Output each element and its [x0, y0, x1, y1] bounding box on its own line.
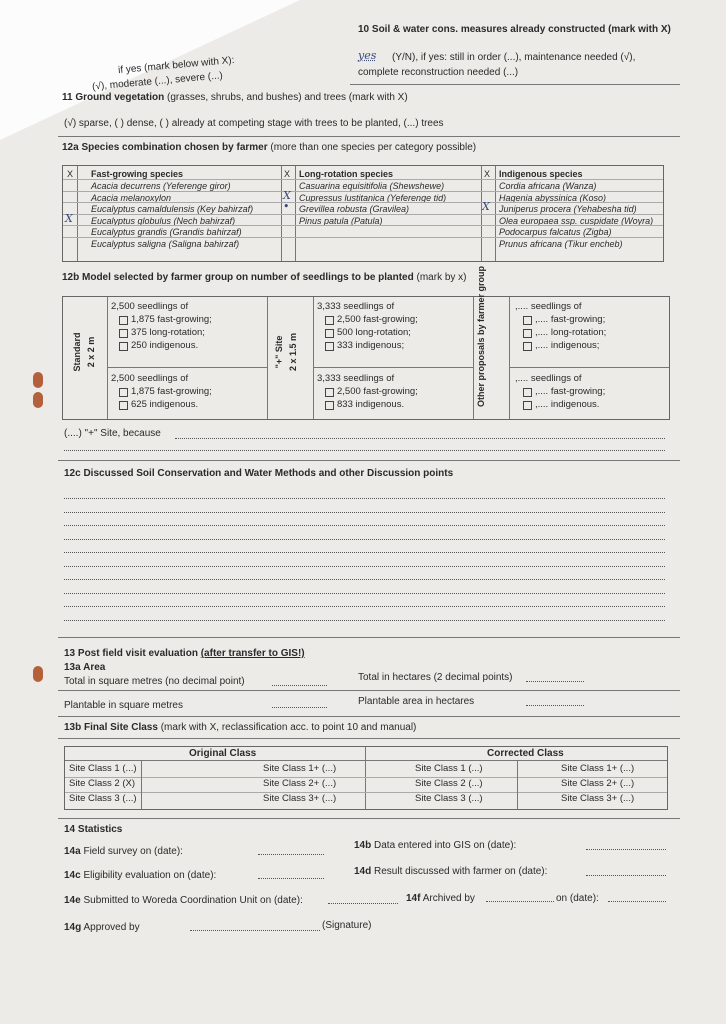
s10-left-partial-2: (√), moderate (...), severe (...) — [91, 70, 224, 93]
fast-mark-header: X — [67, 169, 74, 179]
because-line[interactable] — [175, 438, 665, 439]
seedling-line: ,.... fast-growing; — [535, 314, 606, 325]
archived-label: 14f Archived by — [406, 893, 475, 904]
seedling-line: 333 indigenous; — [337, 340, 405, 351]
s14-title: 14 Statistics — [64, 824, 123, 835]
submitted-date[interactable] — [328, 903, 398, 904]
indig-species-name: Cordia africana (Wanza) — [499, 181, 597, 191]
seedling-line: 833 indigenous. — [337, 399, 405, 410]
punch-hole — [33, 666, 43, 682]
s12b-heading: 12b Model selected by farmer group on number of seedlings to be planted (mark by x) — [62, 272, 467, 283]
result-discussed-date[interactable] — [586, 875, 666, 876]
fast-species-name: Acacia decurrens (Yeferenge giror) — [91, 181, 231, 191]
fast-species-name: Eucalyptus globulus (Nech bahirzaf) — [91, 215, 236, 226]
seedling-line: ,.... seedlings of — [515, 301, 582, 312]
s10-question: (Y/N), if yes: still in order (...), maintenance needed (√), — [392, 52, 636, 63]
because-line[interactable] — [64, 450, 665, 451]
rule — [350, 84, 680, 85]
s12a-heading: 12a Species combination chosen by farmer (more than one species per category possible) — [62, 142, 477, 153]
fast-header: Fast-growing species — [91, 169, 184, 179]
seedling-line: 500 long-rotation; — [337, 327, 411, 338]
indig-species-name: Hagenia abyssinica (Koso) — [499, 192, 607, 203]
seedling-line: ,.... indigenous; — [535, 340, 600, 351]
discussion-line[interactable] — [64, 606, 665, 607]
rule — [58, 738, 680, 739]
gis-entry-label: 14b Data entered into GIS on (date): — [354, 840, 517, 851]
s11-options: (√) sparse, ( ) dense, ( ) already at competing stage with trees to be planted, (...) trees — [64, 118, 444, 129]
species-table — [62, 165, 664, 262]
fast-species-name: Eucalyptus camaldulensis (Key bahirzaf) — [91, 204, 254, 214]
s10-reconstruction: complete reconstruction needed (...) — [358, 67, 519, 78]
site-class-option[interactable]: Site Class 2+ (...) — [561, 778, 635, 789]
indig-species-name: Prunus africana (Tikur encheb) — [499, 238, 623, 249]
archived-on-label: on (date): — [556, 893, 599, 904]
rule — [58, 716, 680, 717]
standard-spacing: 2 x 2 m — [86, 336, 96, 368]
plantable-ha-field[interactable] — [526, 705, 584, 706]
plus-site-label: "+" Site — [274, 335, 284, 369]
standard-label: Standard — [72, 332, 82, 372]
fast-species-name: Acacia melanoxylon — [91, 192, 172, 203]
discussion-line[interactable] — [64, 620, 665, 621]
approved-label: 14g Approved by — [64, 922, 140, 933]
s13a-title: 13a Area — [64, 662, 106, 673]
seedling-line: ,.... fast-growing; — [535, 386, 606, 397]
seedling-line: 1,875 fast-growing; — [131, 314, 212, 325]
submitted-label: 14e Submitted to Woreda Coordination Unit on (date): — [64, 895, 303, 906]
seedling-checkbox[interactable] — [325, 329, 334, 338]
punch-hole — [33, 392, 43, 408]
seedling-line: ,.... long-rotation; — [535, 327, 607, 338]
fast-species-name: Eucalyptus saligna (Saligna bahirzaf) — [91, 238, 240, 249]
long-mark-header: X — [284, 169, 291, 179]
approved-signature-field[interactable] — [190, 930, 320, 931]
s13-heading: 13 Post field visit evaluation (after transfer to GIS!) — [64, 648, 305, 659]
total-ha-label: Total in hectares (2 decimal points) — [358, 672, 513, 683]
rule — [58, 818, 680, 819]
seedling-checkbox[interactable] — [523, 401, 532, 410]
seedling-checkbox[interactable] — [523, 316, 532, 325]
long-species-name: Grevillea robusta (Gravilea) — [299, 204, 410, 214]
s12c-title: 12c Discussed Soil Conservation and Water Methods and other Discussion points — [64, 468, 454, 479]
seedling-checkbox[interactable] — [523, 329, 532, 338]
rule — [58, 136, 680, 137]
site-class-option[interactable]: Site Class 3 (...) — [69, 793, 137, 804]
archived-date[interactable] — [608, 901, 666, 902]
site-class-table — [64, 746, 668, 810]
site-class-option[interactable]: Site Class 1+ (...) — [561, 763, 635, 774]
seedling-line: 2,500 seedlings of — [111, 373, 189, 384]
seedling-checkbox[interactable] — [325, 388, 334, 397]
discussion-line[interactable] — [64, 539, 665, 540]
discussion-line[interactable] — [64, 579, 665, 580]
archived-by-field[interactable] — [486, 901, 554, 902]
indig-species-mark[interactable]: X — [482, 200, 490, 213]
site-class-option[interactable]: Site Class 2 (...) — [415, 778, 483, 789]
indig-header: Indigenous species — [499, 169, 583, 179]
indig-mark-header: X — [484, 169, 491, 179]
long-species-mark[interactable]: X — [283, 188, 291, 202]
total-sqm-field[interactable] — [272, 685, 327, 686]
seedling-checkbox[interactable] — [325, 316, 334, 325]
site-class-option[interactable]: Site Class 3+ (...) — [561, 793, 635, 804]
discussion-line[interactable] — [64, 566, 665, 567]
rule — [58, 690, 680, 691]
site-class-option[interactable]: Site Class 2 (X) — [69, 778, 135, 789]
indig-species-name: Juniperus procera (Yehabesha tid) — [499, 204, 637, 214]
long-species-name: Cupressus lustitanica (Yeferenge tid) — [299, 192, 447, 203]
seedling-line: 625 indigenous. — [131, 399, 199, 410]
long-species-mark[interactable]: • — [283, 200, 290, 213]
corrected-class-header: Corrected Class — [487, 748, 564, 759]
field-survey-label: 14a Field survey on (date): — [64, 846, 183, 857]
long-species-name: Casuarina equisitifolia (Shewshewe) — [299, 181, 445, 191]
discussion-line[interactable] — [64, 498, 665, 499]
long-header: Long-rotation species — [299, 169, 394, 179]
seedling-line: ,.... indigenous. — [535, 399, 600, 410]
seedling-line: 3,333 seedlings of — [317, 301, 395, 312]
rule — [58, 637, 680, 638]
s10-handwritten-yes: yes — [358, 49, 377, 62]
site-class-option[interactable]: Site Class 1 (...) — [69, 763, 137, 774]
seedling-line: 2,500 fast-growing; — [337, 386, 418, 397]
signature-label: (Signature) — [322, 920, 372, 931]
site-class-option[interactable]: Site Class 2+ (...) — [263, 778, 337, 789]
plus-site-spacing: 2 x 1.5 m — [288, 332, 298, 372]
original-class-header: Original Class — [189, 748, 257, 759]
other-proposals-label: Other proposals by farmer group — [476, 265, 486, 407]
indig-species-name: Podocarpus falcatus (Zigba) — [499, 227, 612, 237]
seedling-line: 250 indigenous. — [131, 340, 199, 351]
col-divider — [141, 761, 142, 809]
discussion-line[interactable] — [64, 593, 665, 594]
plantable-sqm-field[interactable] — [272, 707, 327, 708]
site-class-option[interactable]: Site Class 1 (...) — [415, 763, 483, 774]
punch-hole — [33, 372, 43, 388]
seedling-line: 2,500 fast-growing; — [337, 314, 418, 325]
discussion-line[interactable] — [64, 525, 665, 526]
s10-left-partial-1: if yes (mark below with X): — [117, 54, 235, 77]
col-divider — [517, 761, 518, 809]
s13b-heading: 13b Final Site Class (mark with X, reclassification acc. to point 10 and manual) — [64, 722, 417, 733]
plus-site-because: (....) "+" Site, because — [64, 428, 161, 439]
eligibility-date[interactable] — [258, 878, 324, 879]
total-sqm-label: Total in square metres (no decimal point) — [64, 676, 245, 687]
eligibility-label: 14c Eligibility evaluation on (date): — [64, 870, 217, 881]
total-ha-field[interactable] — [526, 681, 584, 682]
seedling-line: 2,500 seedlings of — [111, 301, 189, 312]
gis-entry-date[interactable] — [586, 849, 666, 850]
seedling-checkbox[interactable] — [119, 329, 128, 338]
fast-species-name: Eucalyptus grandis (Grandis bahirzaf) — [91, 227, 242, 237]
rule — [58, 460, 680, 461]
s10-title: 10 Soil & water cons. measures already constructed (mark with X) — [358, 24, 671, 35]
discussion-line[interactable] — [64, 552, 665, 553]
fast-species-mark[interactable]: X — [65, 211, 73, 225]
site-class-option[interactable]: Site Class 3+ (...) — [263, 793, 337, 804]
seedling-checkbox[interactable] — [523, 388, 532, 397]
seedling-checkbox[interactable] — [119, 342, 128, 351]
seedling-line: 1,875 fast-growing; — [131, 386, 212, 397]
indig-species-name: Olea europaea ssp. cuspidate (Woyra) — [499, 215, 654, 226]
seedling-checkbox[interactable] — [325, 401, 334, 410]
plantable-ha-label: Plantable area in hectares — [358, 696, 475, 707]
seedling-checkbox[interactable] — [119, 388, 128, 397]
seedling-checkbox[interactable] — [119, 401, 128, 410]
seedling-checkbox[interactable] — [325, 342, 334, 351]
seedling-checkbox[interactable] — [119, 316, 128, 325]
long-species-name: Pinus patula (Patula) — [299, 215, 383, 226]
plantable-sqm-label: Plantable in square metres — [64, 700, 183, 711]
seedling-line: ,.... seedlings of — [515, 373, 582, 384]
discussion-line[interactable] — [64, 512, 665, 513]
result-discussed-label: 14d Result discussed with farmer on (date): — [354, 866, 548, 877]
seedling-checkbox[interactable] — [523, 342, 532, 351]
seedling-line: 375 long-rotation; — [131, 327, 205, 338]
site-class-option[interactable]: Site Class 3 (...) — [415, 793, 483, 804]
seedling-line: 3,333 seedlings of — [317, 373, 395, 384]
field-survey-date[interactable] — [258, 854, 324, 855]
site-class-option[interactable]: Site Class 1+ (...) — [263, 763, 337, 774]
s11-heading: 11 Ground vegetation (grasses, shrubs, and bushes) and trees (mark with X) — [62, 92, 408, 103]
